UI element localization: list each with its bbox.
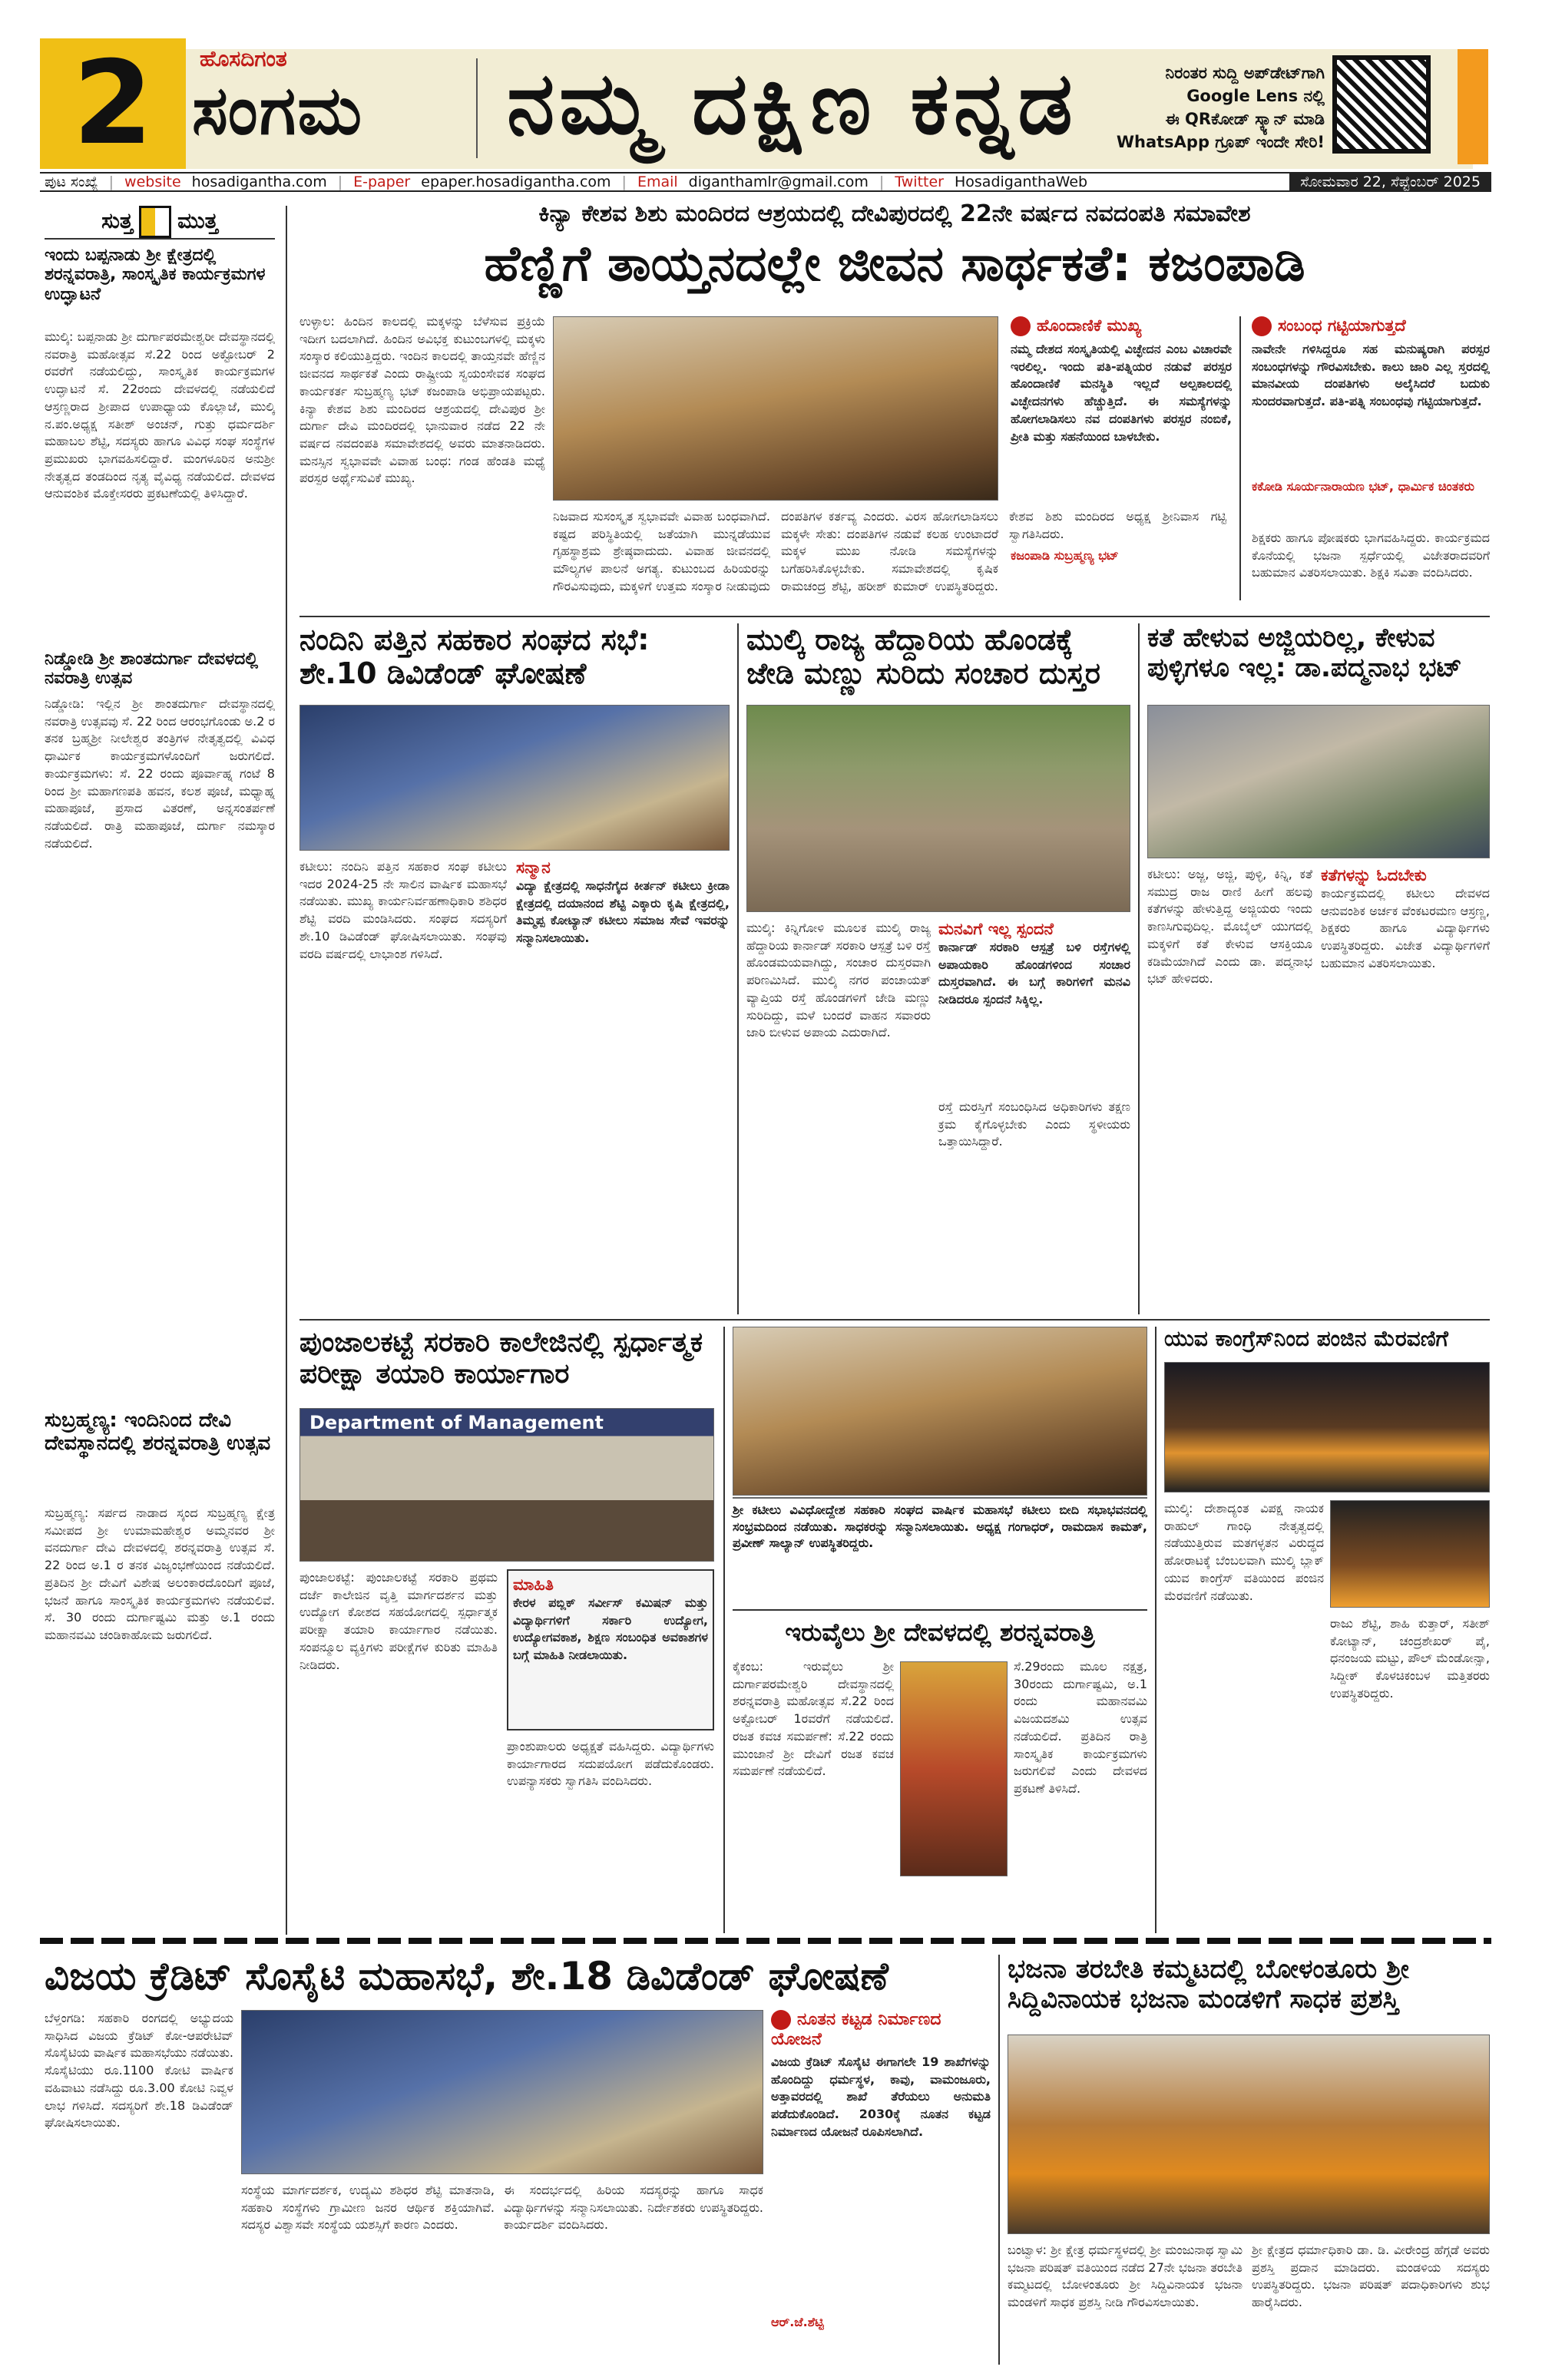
story-photo xyxy=(1164,1362,1490,1492)
callout-byline: ಕಜಂಪಾಡಿ ಸುಬ್ರಹ್ಮಣ್ಯ ಭಟ್ xyxy=(1011,548,1119,563)
door-icon xyxy=(139,206,171,238)
callout-title-text: ನೂತನ ಕಟ್ಟಡ ನಿರ್ಮಾಣದ ಯೋಜನೆ xyxy=(771,2010,941,2049)
column-rule xyxy=(1138,623,1140,1314)
issue-date: ಸೋಮವಾರ 22, ಸೆಪ್ಟೆಂಬರ್ 2025 xyxy=(1289,173,1491,191)
bullet-icon xyxy=(771,2010,791,2030)
callout-title xyxy=(1011,316,1232,336)
epaper-link[interactable]: epaper.hosadigantha.com xyxy=(421,174,611,190)
info-box-body: ಕೇರಳ ಪಬ್ಲಿಕ್ ಸರ್ವೀಸ್ ಕಮಿಷನ್ ಮತ್ತು ವಿದ್ಯಾರ್ಥಿಗಳಿಗೆ ಸರ್ಕಾರಿ ಉದ್ಯೋಗ, ಉದ್ಯೋಗವಕಾಶ, ಶಿಕ್ಷಣ ಸಂಬಂಧಿತ ಅವಕಾಶಗಳ ಬಗ್ಗೆ ಮಾಹಿತಿ ನೀಡಲಾಯಿತು. xyxy=(513,1595,708,1663)
website-link[interactable]: hosadigantha.com xyxy=(191,174,327,190)
callout-body: ಕಾರ್ನಾಡ್ ಸರಕಾರಿ ಆಸ್ಪತ್ರೆ ಬಳಿ ರಸ್ತೆಗಳಲ್ಲಿ ಅಪಾಯಕಾರಿ ಹೊಂಡಗಳಿಂದ ಸಂಚಾರ ದುಸ್ತರವಾಗಿದೆ. ಈ ಬಗ್ಗೆ ಕಾರಿಗಳಿಗೆ ಮನವಿ ನೀಡಿದರೂ ಸ್ಪಂದನೆ ಸಿಕ್ಕಿಲ್ಲ. xyxy=(938,940,1130,1007)
subsection-title: ಕತೆಗಳನ್ನು ಓದಬೇಕು xyxy=(1321,866,1427,884)
callout-title xyxy=(771,2010,991,2049)
lead-callout xyxy=(1011,316,1241,600)
sidebar-body: ನಿಡ್ಡೋಡಿ: ಇಲ್ಲಿನ ಶ್ರೀ ಶಾಂತದುರ್ಗಾ ದೇವಸ್ಥಾನದಲ್ಲಿ ನವರಾತ್ರಿ ಉತ್ಸವವು ಸೆ. 22 ರಿಂದ ಆರಂಭಗೊಂಡು ಅ.2 ರ ತನಕ ಬ್ರಹ್ಮಶ್ರೀ ನೀಲೇಶ್ವರ ತಂತ್ರಿಗಳ ನೇತೃತ್ವದಲ್ಲಿ ವಿವಿಧ ಧಾರ್ಮಿಕ ಕಾರ್ಯಕ್ರಮಗಳೊಂದಿಗೆ ಜರುಗಲಿದೆ. ಕಾರ್ಯಕ್ರಮಗಳು: ಸೆ. 22 ರಂದು ಪೂರ್ವಾಹ್ನ ಗಂಟೆ 8 ರಿಂದ ಶ್ರೀ ಮಹಾಗಣಪತಿ ಹವನ, ಕಲಶ ಪೂಜೆ, ಮಧ್ಯಾಹ್ನ ಮಹಾಪೂಜೆ, ಪ್ರಸಾದ ವಿತರಣೆ, ಅನ್ನಸಂತರ್ಪಣೆ ನಡೆಯಲಿದೆ. ರಾತ್ರಿ ಮಹಾಪೂಜೆ, ದುರ್ಗಾ ನಮಸ್ಕಾರ ನಡೆಯಲಿದೆ. xyxy=(45,696,275,851)
email-label: Email xyxy=(637,174,678,190)
story-tail: ಪ್ರಾಂಶುಪಾಲರು ಅಧ್ಯಕ್ಷತೆ ವಹಿಸಿದ್ದರು. ವಿದ್ಯಾರ್ಥಿಗಳು ಕಾರ್ಯಾಗಾರದ ಸದುಪಯೋಗ ಪಡೆದುಕೊಂಡರು. ಉಪನ್ಯಾಸಕರು ಸ್ವಾಗತಿಸಿ ವಂದಿಸಿದರು. xyxy=(507,1739,714,1789)
qr-note-line: WhatsApp ಗ್ರೂಪ್ ಇಂದೇ ಸೇರಿ! xyxy=(1116,133,1325,151)
brand-top: ಹೊಸದಿಗಂತ xyxy=(200,46,287,71)
lead-kicker: ಕಿನ್ಯಾ ಕೇಶವ ಶಿಶು ಮಂದಿರದ ಆಶ್ರಯದಲ್ಲಿ ದೇವಿಪುರದಲ್ಲಿ 22ನೇ ವರ್ಷದ ನವದಂಪತಿ ಸಮಾವೇಶ xyxy=(538,200,1251,227)
story-photo xyxy=(733,1327,1147,1496)
story-callout xyxy=(771,2010,991,2363)
deity-photo xyxy=(900,1661,1008,1876)
column-rule xyxy=(737,623,739,1314)
story-body: ಬಂಟ್ವಾಳ: ಶ್ರೀ ಕ್ಷೇತ್ರ ಧರ್ಮಸ್ಥಳದಲ್ಲಿ ಶ್ರೀ ಮಂಜುನಾಥ ಸ್ವಾಮಿ ಭಜನಾ ಪರಿಷತ್ ವತಿಯಿಂದ ನಡೆದ 27ನೇ ಭಜನಾ ತರಬೇತಿ ಕಮ್ಮಟದಲ್ಲಿ ಬೋಳಂತೂರು ಶ್ರೀ ಸಿದ್ದಿವಿನಾಯಕ ಭಜನಾ ಮಂಡಳಿಗೆ ಸಾಧಕ ಪ್ರಶಸ್ತಿ ನೀಡಿ ಗೌರವಿಸಲಾಯಿತು. xyxy=(1008,2243,1243,2310)
story-subsection xyxy=(1321,866,1490,1300)
photo-banner: Department of Management xyxy=(309,1412,604,1433)
lead-photo xyxy=(553,316,998,501)
story-body: ಬೆಳ್ತಂಗಡಿ: ಸಹಕಾರಿ ರಂಗದಲ್ಲಿ ಅಭ್ಯುದಯ ಸಾಧಿಸಿದ ವಿಜಯ ಕ್ರೆಡಿಟ್ ಕೋ-ಆಪರೇಟಿವ್ ಸೊಸೈಟಿಯ ವಾರ್ಷಿಕ ಮಹಾಸಭೆಯು ನಡೆಯಿತು. ಸೊಸೈಟಿಯು ರೂ.1100 ಕೋಟಿ ವಾರ್ಷಿಕ ವಹಿವಾಟು ನಡೆಸಿದ್ದು ರೂ.3.00 ಕೋಟಿ ನಿವ್ವಳ ಲಾಭ ಗಳಿಸಿದೆ. ಸದಸ್ಯರಿಗೆ ಶೇ.18 ಡಿವಿಡೆಂಡ್ ಘೋಷಿಸಲಾಯಿತು. xyxy=(45,2011,233,2130)
story-body-continued: ರಾಜು ಶೆಟ್ಟಿ, ಶಾಹಿ ಕುತ್ತಾರ್, ಸತೀಶ್ ಕೋಟ್ಯಾನ್, ಚಂದ್ರಶೇಖರ್ ಪೈ, ಧನಂಜಯ ಮಟ್ಟು, ಪೌಲ್ ಮೆಂಡೋನ್ಸಾ, ಸಿದ್ದೀಕ್ ಕೊಳಚಿಕಂಬಳ ಮತ್ತಿತರರು ಉಪಸ್ಥಿತರಿದ್ದರು. xyxy=(1330,1616,1490,1701)
info-box xyxy=(507,1569,714,1730)
story-headline: ಕತೆ ಹೇಳುವ ಅಜ್ಜಿಯರಿಲ್ಲ, ಕೇಳುವ ಪುಳ್ಳಿಗಳೂ ಇಲ್ಲ: ಡಾ.ಪದ್ಮನಾಭ ಭಟ್ xyxy=(1147,623,1462,684)
story-headline: ಭಜನಾ ತರಬೇತಿ ಕಮ್ಮಟದಲ್ಲಿ ಬೋಳಂತೂರು ಶ್ರೀ ಸಿದ್ದಿವಿನಾಯಕ ಭಜನಾ ಮಂಡಳಿಗೆ ಸಾಧಕ ಪ್ರಶಸ್ತಿ xyxy=(1008,1954,1409,2015)
photo-divider xyxy=(733,1497,1147,1499)
story-photo xyxy=(746,705,1130,912)
story-subsection xyxy=(516,858,730,1092)
qr-note xyxy=(1102,61,1325,154)
story-photo xyxy=(241,2010,763,2174)
callout-body: ನಾವೇನೇ ಗಳಿಸಿದ್ದರೂ ಸಹ ಮನುಷ್ಯರಾಗಿ ಪರಸ್ಪರ ಸಂಬಂಧಗಳನ್ನು ಗೌರವಿಸಬೇಕು. ಕಾಲು ಜಾರಿ ಎಲ್ಲ ಸ್ತರದಲ್ಲಿ ಮಾನವೀಯ ದಂಪತಿಗಳು ಅಲೈಸಿದರೆ ಬದುಕು ಸುಂದರವಾಗುತ್ತದೆ. ಪತಿ-ಪತ್ನಿ ಸಂಬಂಧವು ಗಟ್ಟಿಯಾಗುತ್ತದೆ. xyxy=(1252,342,1490,409)
epaper-label: E-paper xyxy=(353,174,411,190)
info-bar: ಪುಟ ಸಂಖ್ಯೆ | website hosadigantha.com | E-paper epaper.hosadigantha.com | Email diganthamlr@gmail.com | Twitter HosadiganthaWeb ಸೋಮವಾರ 22, ಸೆಪ್ಟೆಂಬರ್ 2025 xyxy=(40,172,1491,192)
qr-code-icon[interactable] xyxy=(1332,55,1431,154)
story-photo xyxy=(1008,2035,1490,2234)
story-headline: ಪುಂಜಾಲಕಟ್ಟೆ ಸರಕಾರಿ ಕಾಲೇಜಿನಲ್ಲಿ ಸ್ಪರ್ಧಾತ್ಮಕ ಪರೀಕ್ಷಾ ತಯಾರಿ ಕಾರ್ಯಾಗಾರ xyxy=(299,1327,703,1390)
column-rule xyxy=(723,1327,725,1933)
section-rule xyxy=(299,616,1490,617)
section-rule xyxy=(733,1609,1147,1611)
twitter-link[interactable]: HosadiganthaWeb xyxy=(954,174,1088,190)
section-divider-band xyxy=(40,1938,1491,1944)
callout-byline: ಆರ್.ಜೆ.ಶೆಟ್ಟಿ xyxy=(771,2315,824,2329)
story-photo xyxy=(299,705,730,851)
website-label: website xyxy=(124,174,181,190)
orange-accent xyxy=(1458,49,1488,164)
story-body-continued: ಸೆ.29ರಂದು ಮೂಲ ನಕ್ಷತ್ರ, 30ರಂದು ದುರ್ಗಾಷ್ಟಮಿ, ಅ.1 ರಂದು ಮಹಾನವಮಿ ವಿಜಯದಶಮಿ ಉತ್ಸವ ನಡೆಯಲಿದೆ. ಪ್ರತಿದಿನ ರಾತ್ರಿ ಸಾಂಸ್ಕೃತಿಕ ಕಾರ್ಯಕ್ರಮಗಳು ಜರುಗಲಿವೆ ಎಂದು ದೇವಳದ ಪ್ರಕಟಣೆ ತಿಳಿಸಿದೆ. xyxy=(1014,1659,1147,1797)
story-body: ಮುಲ್ಕಿ: ಕಿನ್ನಿಗೋಳಿ ಮೂಲಕ ಮುಲ್ಕಿ ರಾಜ್ಯ ಹೆದ್ದಾರಿಯ ಕಾರ್ನಾಡ್ ಸರಕಾರಿ ಆಸ್ಪತ್ರೆ ಬಳಿ ರಸ್ತೆ ಹೊಂಡಮಯವಾಗಿದ್ದು, ಸಂಚಾರ ದುಸ್ತರವಾಗಿ ಪರಿಣಮಿಸಿದೆ. ಮುಲ್ಕಿ ನಗರ ಪಂಚಾಯತ್ ವ್ಯಾಪ್ತಿಯ ರಸ್ತೆ ಹೊಂಡಗಳಿಗೆ ಜೇಡಿ ಮಣ್ಣು ಸುರಿದಿದ್ದು, ಮಳೆ ಬಂದರೆ ವಾಹನ ಸವಾರರು ಜಾರಿ ಬೀಳುವ ಅಪಾಯ ಎದುರಾಗಿದೆ. xyxy=(746,921,931,1040)
sidebar-headline: ಸುಬ್ರಹ್ಮಣ್ಯ: ಇಂದಿನಿಂದ ದೇವಿ ದೇವಸ್ಥಾನದಲ್ಲಿ ಶರನ್ನವರಾತ್ರಿ ಉತ್ಸವ xyxy=(45,1409,271,1455)
callout-body: ವಿಜಯ ಕ್ರೆಡಿಟ್ ಸೊಸೈಟಿ ಈಗಾಗಲೇ 19 ಶಾಖೆಗಳನ್ನು ಹೊಂದಿದ್ದು ಧರ್ಮಸ್ಥಳ, ಕಾವು, ವಾಮಂಜೂರು, ಅತ್ತಾವರದಲ್ಲಿ ಶಾಖೆ ತೆರೆಯಲು ಅನುಮತಿ ಪಡೆದುಕೊಂಡಿದೆ. 2030ಕ್ಕೆ ನೂತನ ಕಟ್ಟಡ ನಿರ್ಮಾಣದ ಯೋಜನೆ ರೂಪಿಸಲಾಗಿದೆ. xyxy=(771,2054,991,2139)
column-rule xyxy=(286,206,287,1935)
callout-title-text: ಸಂಬಂಧ ಗಟ್ಟಿಯಾಗುತ್ತದೆ xyxy=(1278,316,1406,335)
sidebar-header-right: ಮುತ್ತ xyxy=(177,208,218,233)
section-rule xyxy=(299,1319,1490,1321)
sidebar-headline: ಇಂದು ಬಪ್ಪನಾಡು ಶ್ರೀ ಕ್ಷೇತ್ರದಲ್ಲಿ ಶರನ್ನವರಾತ್ರಿ, ಸಾಂಸ್ಕೃತಿಕ ಕಾರ್ಯಕ್ರಮಗಳ ಉದ್ಘಾಟನೆ xyxy=(45,246,266,304)
bullet-icon xyxy=(1252,316,1272,336)
page-count-label: ಪುಟ ಸಂಖ್ಯೆ xyxy=(45,174,98,190)
column-rule xyxy=(998,1955,1000,2365)
story-photo xyxy=(299,1408,714,1562)
story-headline: ಇರುವೈಲು ಶ್ರೀ ದೇವಳದಲ್ಲಿ ಶರನ್ನವರಾತ್ರಿ xyxy=(785,1618,1095,1647)
subsection-body: ವಿದ್ಯಾ ಕ್ಷೇತ್ರದಲ್ಲಿ ಸಾಧನೆಗೈದ ಕೀರ್ತನ್ ಕಟೀಲು ಕ್ರೀಡಾ ಕ್ಷೇತ್ರದಲ್ಲಿ ದಯಾನಂದ ಶೆಟ್ಟಿ ಎಕ್ಕಾರು ಕೃಷಿ ಕ್ಷೇತ್ರದಲ್ಲಿ, ತಿಮ್ಮಪ್ಪ ಕೋಟ್ಯಾನ್ ಕಟೀಲು ಸಮಾಜ ಸೇವೆ ಇವರನ್ನು ಸನ್ಮಾನಿಸಲಾಯಿತು. xyxy=(516,878,730,946)
callout-title-text: ಹೊಂದಾಣಿಕೆ ಮುಖ್ಯ xyxy=(1037,316,1142,335)
qr-note-line: ನಿರಂತರ ಸುದ್ದಿ ಅಪ್‌ಡೇಟ್‌ಗಾಗಿ xyxy=(1165,64,1325,82)
qr-note-line: ಈ QRಕೋಡ್ ಸ್ಕ್ಯಾನ್ ಮಾಡಿ xyxy=(1165,110,1325,128)
story-headline: ಮುಲ್ಕಿ ರಾಜ್ಯ ಹೆದ್ದಾರಿಯ ಹೊಂಡಕ್ಕೆ ಜೇಡಿ ಮಣ್ಣು ಸುರಿದು ಸಂಚಾರ ದುಸ್ತರ xyxy=(746,623,1100,690)
lead-callout xyxy=(1252,316,1490,524)
story-photo xyxy=(1330,1500,1490,1608)
callout-title: ಮನವಿಗೆ ಇಲ್ಲ ಸ್ಪಂದನೆ xyxy=(938,920,1054,938)
lead-body-continued: ನಿಜವಾದ ಸುಸಂಸ್ಕೃತ ಸ್ವಭಾವವೇ ವಿವಾಹ ಬಂಧವಾಗಿದೆ. ಕಷ್ಟದ ಪರಿಸ್ಥಿತಿಯಲ್ಲಿ ಜತೆಯಾಗಿ ಮುನ್ನಡೆಯುವ ಗೃಹಸ್ಥಾಶ್ರಮ ಶ್ರೇಷ್ಠವಾದುದು. ವಿವಾಹ ಜೀವನದಲ್ಲಿ ಮೌಲ್ಯಗಳ ಪಾಲನೆ ಅಗತ್ಯ. ಕುಟುಂಬದ ಹಿರಿಯರನ್ನು ಗೌರವಿಸುವುದು, ಮಕ್ಕಳಿಗೆ ಉತ್ತಮ ಸಂಸ್ಕಾರ ನೀಡುವುದು ದಂಪತಿಗಳ ಕರ್ತವ್ಯ ಎಂದರು. ವಿರಸ ಹೋಗಲಾಡಿಸಲು ಮಕ್ಕಳೇ ಸೇತು: ದಂಪತಿಗಳ ನಡುವೆ ಕಲಹ ಉಂಟಾದರೆ ಮಕ್ಕಳ ಮುಖ ನೋಡಿ ಸಮಸ್ಯೆಗಳನ್ನು ಬಗೆಹರಿಸಿಕೊಳ್ಳಬೇಕು. ಸಮಾವೇಶದಲ್ಲಿ ಕೃಷಿಕ ರಾಮಚಂದ್ರ ಶೆಟ್ಟಿ, ಹರೀಶ್ ಕುಮಾರ್ ಉಪಸ್ಥಿತರಿದ್ದರು. ಕೇಶವ ಶಿಶು ಮಂದಿರದ ಅಧ್ಯಕ್ಷ ಶ್ರೀನಿವಾಸ ಗಟ್ಟಿ ಸ್ವಾಗತಿಸಿದರು. xyxy=(553,509,1226,593)
story-body: ಕೈಕಂಬ: ಇರುವೈಲು ಶ್ರೀ ದುರ್ಗಾಪರಮೇಶ್ವರಿ ದೇವಸ್ಥಾನದಲ್ಲಿ ಶರನ್ನವರಾತ್ರಿ ಮಹೋತ್ಸವ ಸೆ.22 ರಿಂದ ಅಕ್ಟೋಬರ್ 1ರವರೆಗೆ ನಡೆಯಲಿದೆ. ರಜತ ಕವಚ ಸಮರ್ಪಣೆ: ಸೆ.22 ರಂದು ಮುಂಜಾನೆ ಶ್ರೀ ದೇವಿಗೆ ರಜತ ಕವಚ ಸಮರ್ಪಣೆ ನಡೆಯಲಿದೆ. xyxy=(733,1659,894,1779)
brand-name: ಸಂಗಮ xyxy=(192,71,364,150)
story-body-continued: ಈ ಸಂದರ್ಭದಲ್ಲಿ ಹಿರಿಯ ಸದಸ್ಯರನ್ನು ಹಾಗೂ ಸಾಧಕ ವಿದ್ಯಾರ್ಥಿಗಳನ್ನು ಸನ್ಮಾನಿಸಲಾಯಿತು. ನಿರ್ದೇಶಕರು ಉಪಸ್ಥಿತರಿದ್ದರು. ಕಾರ್ಯದರ್ಶಿ ವಂದಿಸಿದರು. xyxy=(504,2183,763,2233)
sidebar-body: ಸುಬ್ರಹ್ಮಣ್ಯ: ಸರ್ಪದ ನಾಡಾದ ಸ್ಕಂದ ಸುಬ್ರಹ್ಮಣ್ಯ ಕ್ಷೇತ್ರ ಸಮೀಪದ ಶ್ರೀ ಉಮಾಮಹೇಶ್ವರ ಅಮ್ಮನವರ ಶ್ರೀ ವನದುರ್ಗಾ ದೇವಿ ದೇವಳದಲ್ಲಿ ಶರನ್ನವರಾತ್ರಿ ಉತ್ಸವ ಸೆ. 22 ರಿಂದ ಅ.1 ರ ತನಕ ವಿಜೃಂಭಣೆಯಿಂದ ನಡೆಯಲಿದೆ. ಪ್ರತಿದಿನ ಶ್ರೀ ದೇವಿಗೆ ವಿಶೇಷ ಅಲಂಕಾರದೊಂದಿಗೆ ಪೂಜೆ, ಭಜನೆ ಹಾಗೂ ಸಾಂಸ್ಕೃತಿಕ ಕಾರ್ಯಕ್ರಮಗಳು ನಡೆಯಲಿವೆ. ಸೆ. 30 ರಂದು ದುರ್ಗಾಷ್ಟಮಿ ಮತ್ತು ಅ.1 ರಂದು ಮಹಾನವಮಿ ಚಂಡಿಕಾಹೋಮ ಜರುಗಲಿದೆ. xyxy=(45,1506,275,1643)
lead-tail: ಶಿಕ್ಷಕರು ಹಾಗೂ ಪೋಷಕರು ಭಾಗವಹಿಸಿದ್ದರು. ಕಾರ್ಯಕ್ರಮದ ಕೊನೆಯಲ್ಲಿ ಭಜನಾ ಸ್ಪರ್ಧೆಯಲ್ಲಿ ವಿಜೇತರಾದವರಿಗೆ ಬಹುಮಾನ ವಿತರಿಸಲಾಯಿತು. ಶಿಕ್ಷಕಿ ಸವಿತಾ ವಂದಿಸಿದರು. xyxy=(1252,531,1490,580)
story-callout xyxy=(938,920,1130,1321)
story-headline: ಯುವ ಕಾಂಗ್ರೆಸ್‌ನಿಂದ ಪಂಜಿನ ಮೆರವಣಿಗೆ xyxy=(1164,1326,1448,1351)
lead-body: ಉಳ್ಳಾಲ: ಹಿಂದಿನ ಕಾಲದಲ್ಲಿ ಮಕ್ಕಳನ್ನು ಬೆಳೆಸುವ ಪ್ರಕ್ರಿಯೆ ಇದೀಗ ಬದಲಾಗಿದೆ. ಹಿಂದಿನ ಅವಿಭಕ್ತ ಕುಟುಂಬಗಳಲ್ಲಿ ಮಕ್ಕಳು ಸಂಸ್ಕಾರ ಕಲಿಯುತ್ತಿದ್ದರು. ಇಂದಿನ ಕಾಲದಲ್ಲಿ ತಾಯ್ತನವೇ ಹೆಣ್ಣಿನ ಜೀವನದ ಸಾರ್ಥಕತೆ ಎಂದು ರಾಷ್ಟ್ರೀಯ ಸ್ವಯಂಸೇವಕ ಸಂಘದ ಕಾರ್ಯಕರ್ತ ಸುಬ್ರಹ್ಮಣ್ಯ ಭಟ್ ಕಜಂಪಾಡಿ ಅಭಿಪ್ರಾಯಪಟ್ಟರು. ಕಿನ್ಯಾ ಕೇಶವ ಶಿಶು ಮಂದಿರದ ಆಶ್ರಯದಲ್ಲಿ ದೇವಿಪುರ ಶ್ರೀ ದುರ್ಗಾ ದೇವಿ ಮಂದಿರದಲ್ಲಿ ಭಾನುವಾರ ನಡೆದ 22 ನೇ ವರ್ಷದ ನವದಂಪತಿ ಸಮಾವೇಶದಲ್ಲಿ ಅವರು ಮಾತನಾಡಿದರು. ಮನಸ್ಸಿನ ಸ್ವಭಾವವೇ ವಿವಾಹ ಬಂಧ: ಗಂಡ ಹೆಂಡತಿ ಮಧ್ಯೆ ಪರಸ್ಪರ ಅರ್ಥೈಸುವಿಕೆ ಮುಖ್ಯ. xyxy=(299,314,545,486)
callout-byline: ಕಕೋಡಿ ಸೂರ್ಯನಾರಾಯಣ ಭಟ್, ಧಾರ್ಮಿಕ ಚಿಂತಕರು xyxy=(1252,479,1474,494)
photo-caption: ಶ್ರೀ ಕಟೀಲು ವಿವಿಧೋದ್ದೇಶ ಸಹಕಾರಿ ಸಂಘದ ವಾರ್ಷಿಕ ಮಹಾಸಭೆ ಕಟೀಲು ಬೀದಿ ಸಭಾಭವನದಲ್ಲಿ ಸಂಭ್ರಮದಿಂದ ನಡೆಯಿತು. ಸಾಧಕರನ್ನು ಸನ್ಮಾನಿಸಲಾಯಿತು. ಅಧ್ಯಕ್ಷ ಗಂಗಾಧರ್, ರಾಮದಾಸ ಕಾಮತ್, ಪ್ರವೀಣ್ ಸಾಲ್ಯಾನ್ ಉಪಸ್ಥಿತರಿದ್ದರು. xyxy=(733,1502,1147,1551)
column-rule xyxy=(1155,1327,1156,1933)
masthead-divider xyxy=(476,58,478,158)
callout-title xyxy=(1252,316,1490,336)
sidebar-headline: ನಿಡ್ಡೋಡಿ ಶ್ರೀ ಶಾಂತದುರ್ಗಾ ದೇವಳದಲ್ಲಿ ನವರಾತ್ರಿ ಉತ್ಸವ xyxy=(45,650,259,689)
subsection-title: ಸನ್ಮಾನ xyxy=(516,858,551,877)
lead-headline: ಹೆಣ್ಣಿಗೆ ತಾಯ್ತನದಲ್ಲೇ ಜೀವನ ಸಾರ್ಥಕತೆ: ಕಜಂಪಾಡಿ xyxy=(484,236,1305,293)
info-box-title: ಮಾಹಿತಿ xyxy=(513,1575,554,1594)
story-body-continued: ಶ್ರೀ ಕ್ಷೇತ್ರದ ಧರ್ಮಾಧಿಕಾರಿ ಡಾ. ಡಿ. ವೀರೇಂದ್ರ ಹೆಗ್ಗಡೆ ಅವರು ಪ್ರಶಸ್ತಿ ಪ್ರದಾನ ಮಾಡಿದರು. ಮಂಡಳಿಯ ಸದಸ್ಯರು ಉಪಸ್ಥಿತರಿದ್ದರು. ಭಜನಾ ಪರಿಷತ್ ಪದಾಧಿಕಾರಿಗಳು ಶುಭ ಹಾರೈಸಿದರು. xyxy=(1252,2243,1490,2310)
bullet-icon xyxy=(1011,316,1031,336)
email-link[interactable]: diganthamlr@gmail.com xyxy=(688,174,869,190)
callout-body: ನಮ್ಮ ದೇಶದ ಸಂಸ್ಕೃತಿಯಲ್ಲಿ ವಿಚ್ಛೇದನ ಎಂಬ ವಿಚಾರವೇ ಇರಲಿಲ್ಲ. ಇಂದು ಪತಿ-ಪತ್ನಿಯರ ನಡುವೆ ಪರಸ್ಪರ ಹೊಂದಾಣಿಕೆ ಮನಸ್ಥಿತಿ ಇಲ್ಲದೆ ಅಲ್ಪಕಾಲದಲ್ಲಿ ವಿಚ್ಛೇದನಗಳು ಹೆಚ್ಚುತ್ತಿದೆ. ಈ ಸಮಸ್ಯೆಗಳನ್ನು ಹೋಗಲಾಡಿಸಲು ನವ ದಂಪತಿಗಳು ಪರಸ್ಪರ ನಂಬಿಕೆ, ಪ್ರೀತಿ ಮತ್ತು ಸಹನೆಯಿಂದ ಬಾಳಬೇಕು. xyxy=(1011,342,1232,444)
story-photo xyxy=(1147,705,1490,858)
story-body: ಕಟೀಲು: ನಂದಿನಿ ಪತ್ತಿನ ಸಹಕಾರ ಸಂಘ ಕಟೀಲು ಇದರ 2024-25 ನೇ ಸಾಲಿನ ವಾರ್ಷಿಕ ಮಹಾಸಭೆ ನಡೆಯಿತು. ಮುಖ್ಯ ಕಾರ್ಯನಿರ್ವಹಣಾಧಿಕಾರಿ ಶಶಿಧರ ಶೆಟ್ಟಿ ವರದಿ ಮಂಡಿಸಿದರು. ಸಂಘದ ಸದಸ್ಯರಿಗೆ ಶೇ.10 ಡಿವಿಡೆಂಡ್ ಘೋಷಿಸಲಾಯಿತು. ಸಂಘವು ವರದಿ ವರ್ಷದಲ್ಲಿ ಲಾಭಾಂಶ ಗಳಿಸಿದೆ. xyxy=(299,859,507,961)
story-body: ಕಟೀಲು: ಅಜ್ಜ, ಅಜ್ಜಿ, ಪುಳ್ಳಿ, ಕಿನ್ನಿ, ಕತೆ ಸಮುದ್ರ ರಾಜ ರಾಣಿ ಹೀಗೆ ಹಲವು ಕತೆಗಳನ್ನು ಹೇಳುತ್ತಿದ್ದ ಅಜ್ಜಿಯರು ಇಂದು ಕಾಣಸಿಗುವುದಿಲ್ಲ. ಮೊಬೈಲ್ ಯುಗದಲ್ಲಿ ಮಕ್ಕಳಿಗೆ ಕತೆ ಕೇಳುವ ಆಸಕ್ತಿಯೂ ಕಡಿಮೆಯಾಗಿದೆ ಎಂದು ಡಾ. ಪದ್ಮನಾಭ ಭಟ್ ಹೇಳಿದರು. xyxy=(1147,867,1312,987)
story-body: ಪುಂಜಾಲಕಟ್ಟೆ: ಪುಂಜಾಲಕಟ್ಟೆ ಸರಕಾರಿ ಪ್ರಥಮ ದರ್ಜೆ ಕಾಲೇಜಿನ ವೃತ್ತಿ ಮಾರ್ಗದರ್ಶನ ಮತ್ತು ಉದ್ಯೋಗ ಕೋಶದ ಸಹಯೋಗದಲ್ಲಿ ಸ್ಪರ್ಧಾತ್ಮಕ ಪರೀಕ್ಷಾ ತಯಾರಿ ಕಾರ್ಯಾಗಾರ ನಡೆಯಿತು. ಸಂಪನ್ಮೂಲ ವ್ಯಕ್ತಿಗಳು ಪರೀಕ್ಷೆಗಳ ಕುರಿತು ಮಾಹಿತಿ ನೀಡಿದರು. xyxy=(299,1570,498,1672)
sidebar-header-left: ಸುತ್ತ xyxy=(101,208,134,233)
page-title: ನಮ್ಮ ದಕ್ಷಿಣ ಕನ್ನಡ xyxy=(507,54,1077,154)
page-number: 2 xyxy=(40,38,186,169)
qr-note-line: Google Lens ನಲ್ಲಿ xyxy=(1186,87,1325,105)
sidebar-header xyxy=(45,206,275,240)
twitter-label: Twitter xyxy=(895,174,944,190)
story-body: ಮುಲ್ಕಿ: ದೇಶಾದ್ಯಂತ ವಿಪಕ್ಷ ನಾಯಕ ರಾಹುಲ್ ಗಾಂಧಿ ನೇತೃತ್ವದಲ್ಲಿ ನಡೆಯುತ್ತಿರುವ ಮತಗಳ್ಳತನ ವಿರುದ್ಧದ ಹೋರಾಟಕ್ಕೆ ಬೆಂಬಲವಾಗಿ ಮುಲ್ಕಿ ಬ್ಲಾಕ್ ಯುವ ಕಾಂಗ್ರೆಸ್ ವತಿಯಿಂದ ಪಂಜಿನ ಮೆರವಣಿಗೆ ನಡೆಯಿತು. xyxy=(1164,1501,1324,1603)
subsection-body: ಕಾರ್ಯಕ್ರಮದಲ್ಲಿ ಕಟೀಲು ದೇವಳದ ಆನುವಂಶಿಕ ಅರ್ಚಕ ವೆಂಕಟರಮಣ ಆಸ್ರಣ್ಣ, ಶಿಕ್ಷಕರು ಹಾಗೂ ವಿದ್ಯಾರ್ಥಿಗಳು ಉಪಸ್ಥಿತರಿದ್ದರು. ವಿಜೇತ ವಿದ್ಯಾರ್ಥಿಗಳಿಗೆ ಬಹುಮಾನ ವಿತರಿಸಲಾಯಿತು. xyxy=(1321,886,1490,970)
story-headline: ನಂದಿನಿ ಪತ್ತಿನ ಸಹಕಾರ ಸಂಘದ ಸಭೆ: ಶೇ.10 ಡಿವಿಡೆಂಡ್ ಘೋಷಣೆ xyxy=(299,623,650,690)
story-headline: ವಿಜಯ ಕ್ರೆಡಿಟ್ ಸೊಸೈಟಿ ಮಹಾಸಭೆ, ಶೇ.18 ಡಿವಿಡೆಂಡ್ ಘೋಷಣೆ xyxy=(45,1954,888,1998)
story-body-continued: ಸಂಸ್ಥೆಯ ಮಾರ್ಗದರ್ಶಕ, ಉದ್ಯಮಿ ಶಶಿಧರ ಶೆಟ್ಟಿ ಮಾತನಾಡಿ, ಸಹಕಾರಿ ಸಂಸ್ಥೆಗಳು ಗ್ರಾಮೀಣ ಜನರ ಆರ್ಥಿಕ ಶಕ್ತಿಯಾಗಿವೆ. ಸದಸ್ಯರ ವಿಶ್ವಾಸವೇ ಸಂಸ್ಥೆಯ ಯಶಸ್ಸಿಗೆ ಕಾರಣ ಎಂದರು. xyxy=(241,2183,495,2233)
story-tail: ರಸ್ತೆ ದುರಸ್ತಿಗೆ ಸಂಬಂಧಿಸಿದ ಅಧಿಕಾರಿಗಳು ತಕ್ಷಣ ಕ್ರಮ ಕೈಗೊಳ್ಳಬೇಕು ಎಂದು ಸ್ಥಳೀಯರು ಒತ್ತಾಯಿಸಿದ್ದಾರೆ. xyxy=(938,1099,1130,1149)
sidebar-body: ಮುಲ್ಕಿ: ಬಪ್ಪನಾಡು ಶ್ರೀ ದುರ್ಗಾಪರಮೇಶ್ವರೀ ದೇವಸ್ಥಾನದಲ್ಲಿ ನವರಾತ್ರಿ ಮಹೋತ್ಸವ ಸೆ.22 ರಿಂದ ಅಕ್ಟೋಬರ್ 2 ರವರೆಗೆ ನಡೆಯಲಿದ್ದು, ಸಾಂಸ್ಕೃತಿಕ ಕಾರ್ಯಕ್ರಮಗಳ ಉದ್ಘಾಟನೆ ಸೆ. 22ರಂದು ದೇವಳದಲ್ಲಿ ನಡೆಯಲಿದೆ ಆಸ್ರಣ್ಣರಾದ ಶ್ರೀಪಾದ ಉಪಾಧ್ಯಾಯ ಕೊಲ್ಲಾಜೆ, ಮುಲ್ಕಿ ನ.ಪಂ.ಅಧ್ಯಕ್ಷ ಸತೀಶ್ ಅಂಚನ್, ಗುತ್ತು ಧರ್ಮದರ್ಶಿ ಮಹಾಬಲ ಶೆಟ್ಟಿ, ಸದಸ್ಯರು ಹಾಗೂ ವಿವಿಧ ಸಂಘ ಸಂಸ್ಥೆಗಳ ಪ್ರಮುಖರು ಭಾಗವಹಿಸಲಿದ್ದಾರೆ. ಮಂಗಳೂರಿನ ಅನುಶ್ರೀ ನೇತೃತ್ವದ ತಂಡದಿಂದ ನೃತ್ಯ ವೈವಿಧ್ಯ ನಡೆಯಲಿದೆ. ದೇವಳದ ಆನುವಂಶಿಕ ಮೊಕ್ತೇಸರರು ಪ್ರಕಟಣೆಯಲ್ಲಿ ತಿಳಿಸಿದ್ದಾರೆ. xyxy=(45,329,275,501)
